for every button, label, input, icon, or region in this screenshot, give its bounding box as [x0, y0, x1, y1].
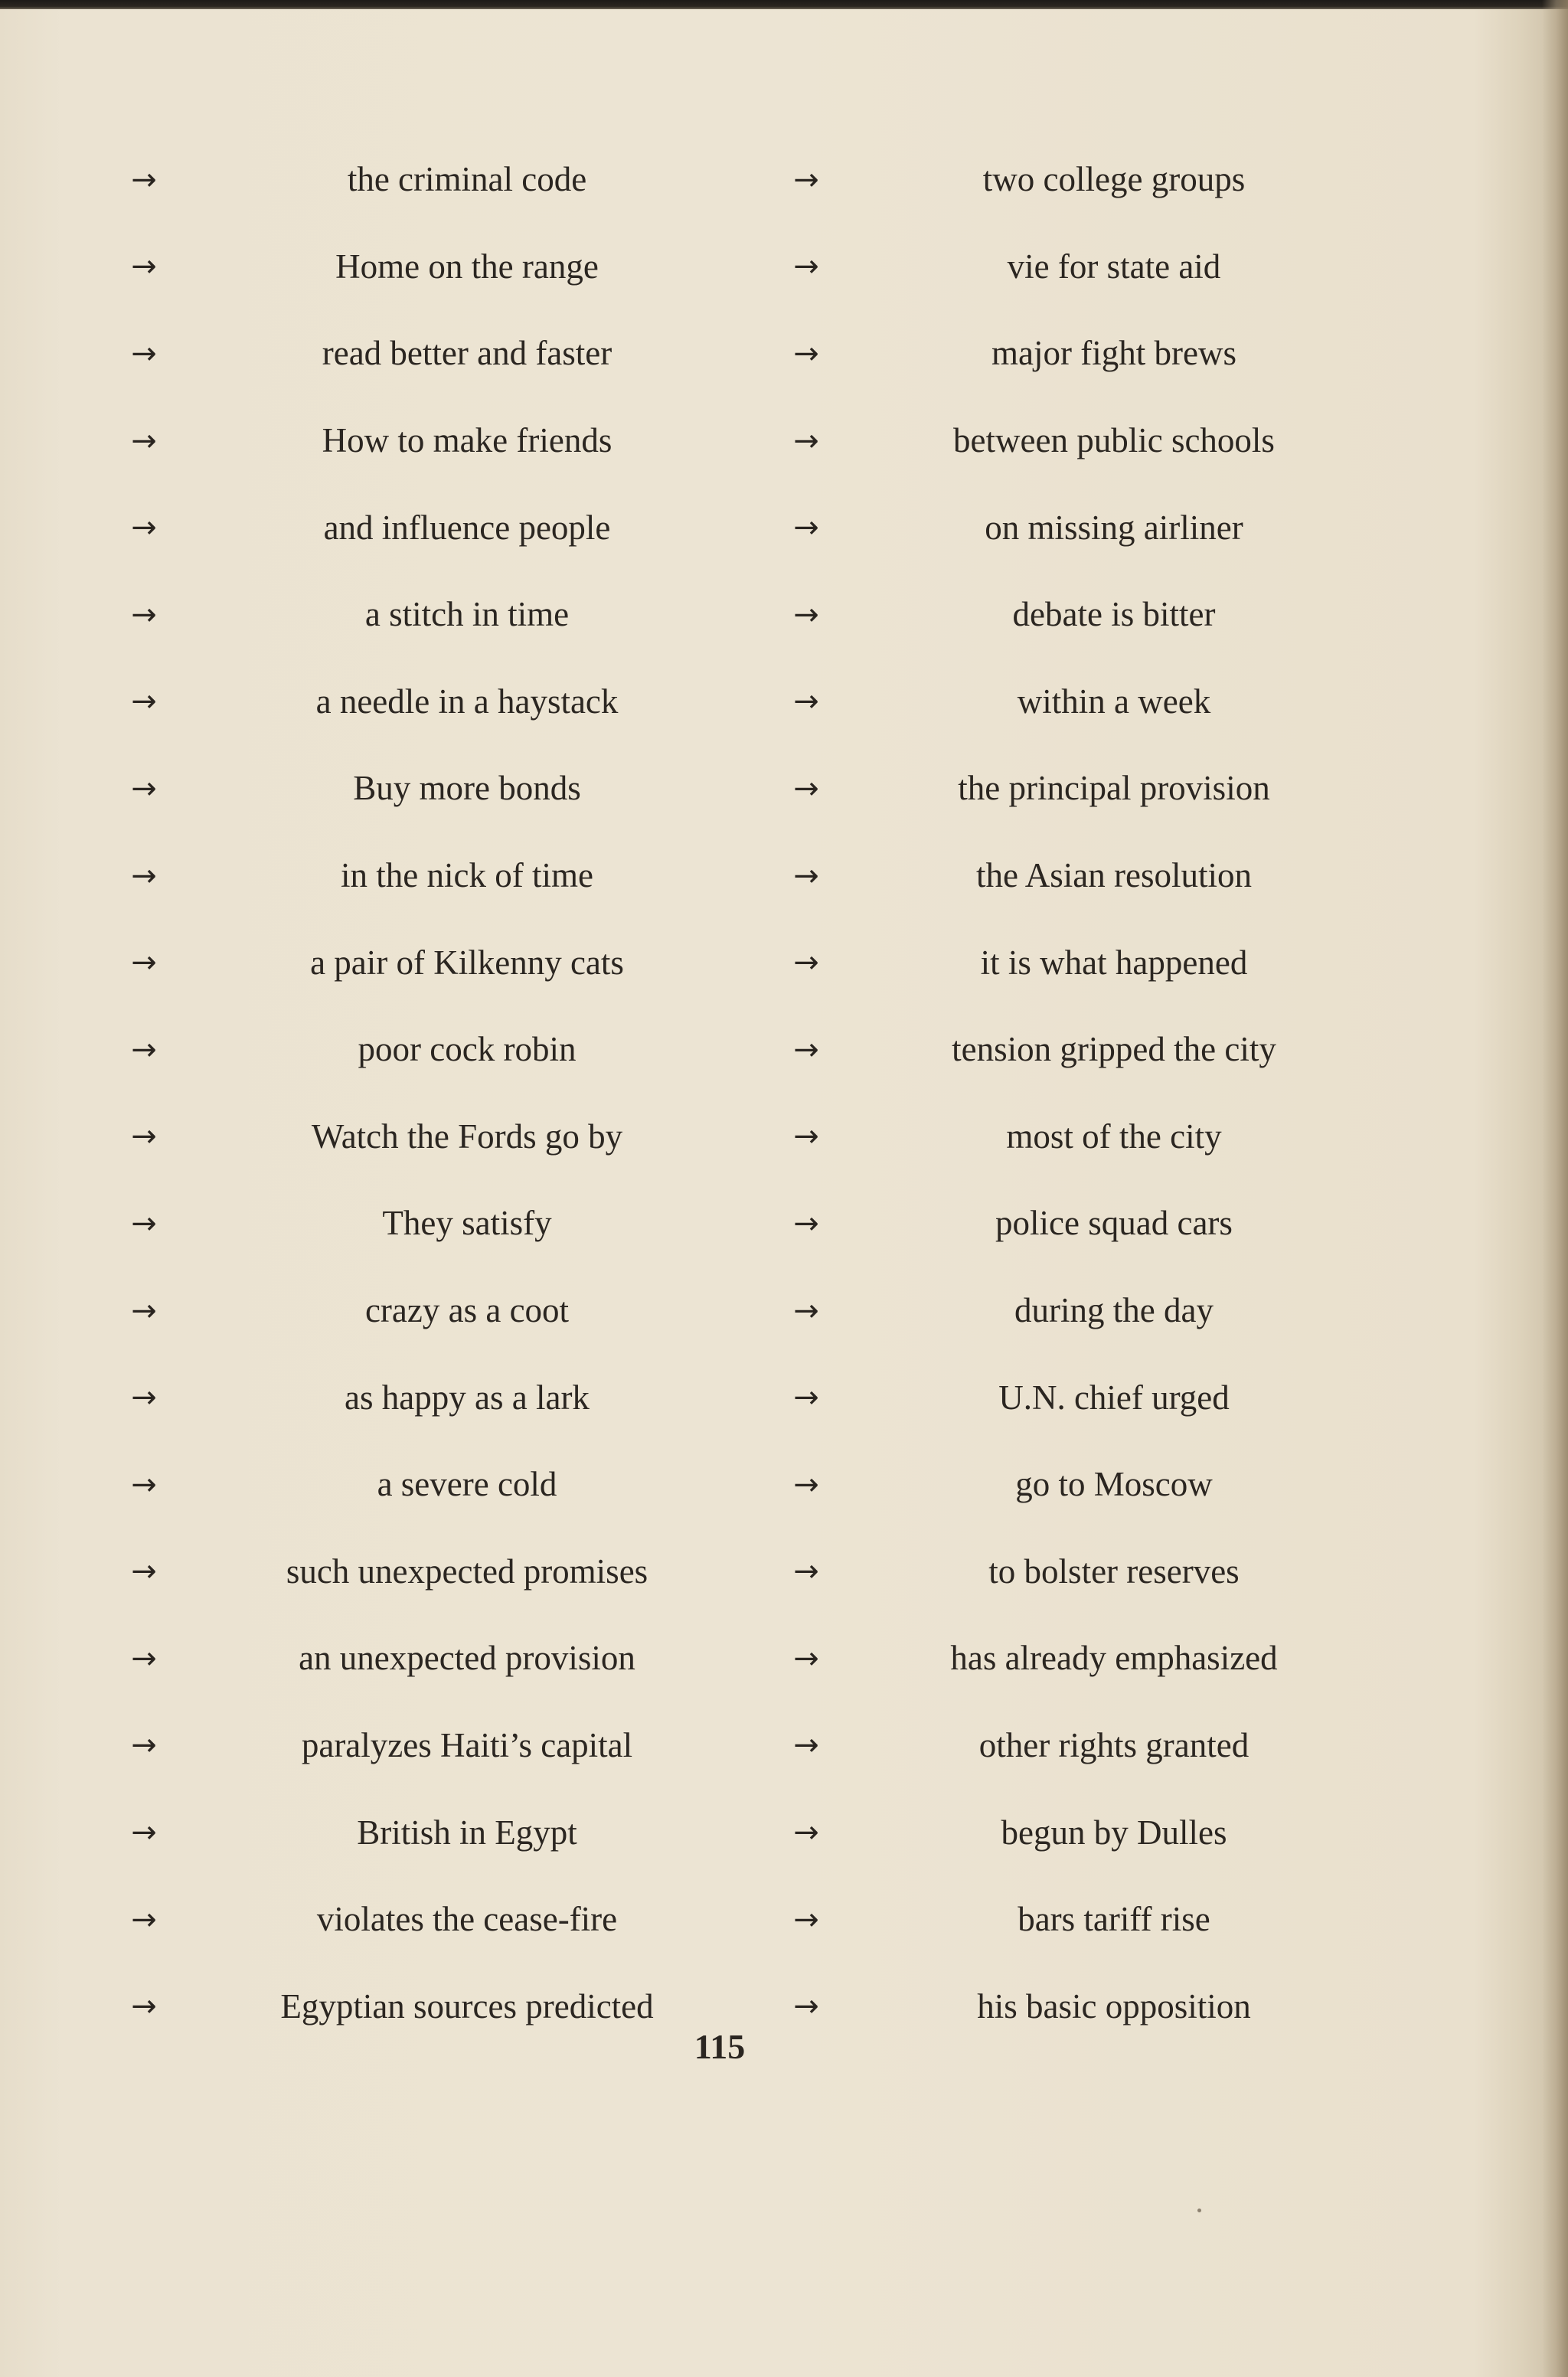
right-phrase-text: tension gripped the city	[952, 1030, 1276, 1069]
left-phrase-text: a needle in a haystack	[315, 682, 619, 721]
arrow-icon: →	[793, 1989, 819, 2025]
left-phrase-row	[122, 484, 781, 571]
arrow-icon: →	[793, 1119, 819, 1155]
left-phrase-row	[122, 1441, 781, 1529]
right-phrase-text: go to Moscow	[1015, 1465, 1213, 1504]
right-phrase-text: most of the city	[1006, 1117, 1222, 1156]
right-phrase-row	[785, 659, 1443, 746]
arrow-icon: →	[131, 1119, 157, 1155]
right-phrase-row	[785, 1615, 1443, 1702]
right-phrase-row	[785, 919, 1443, 1006]
left-phrase-text: in the nick of time	[341, 856, 593, 895]
arrow-icon: →	[793, 335, 819, 371]
arrow-icon: →	[131, 1901, 157, 1937]
arrow-icon: →	[793, 1901, 819, 1937]
left-phrase-text: the criminal code	[347, 160, 587, 199]
right-phrase-row	[785, 1963, 1443, 2050]
arrow-icon: →	[131, 1815, 157, 1851]
left-phrase-row	[122, 1702, 781, 1790]
arrow-icon: →	[131, 684, 157, 720]
left-phrase-row	[122, 659, 781, 746]
arrow-icon: →	[793, 684, 819, 720]
left-phrase-row	[122, 1789, 781, 1876]
arrow-icon: →	[131, 1728, 157, 1764]
right-phrase-row	[785, 1529, 1443, 1616]
right-phrase-text: major fight brews	[991, 334, 1236, 373]
left-phrase-row	[122, 1267, 781, 1355]
left-phrase-row	[122, 919, 781, 1006]
right-phrase-text: to bolster reserves	[988, 1551, 1240, 1591]
left-phrase-text: and influence people	[323, 508, 611, 547]
arrow-icon: →	[793, 1032, 819, 1068]
right-phrase-text: other rights granted	[978, 1725, 1250, 1764]
arrow-icon: →	[793, 423, 819, 459]
left-phrase-text: an unexpected provision	[299, 1639, 635, 1678]
arrow-icon: →	[131, 1032, 157, 1068]
left-phrase-text: poor cock robin	[358, 1030, 577, 1069]
right-phrase-row	[785, 571, 1443, 659]
left-phrase-row	[122, 310, 781, 397]
right-phrase-row	[785, 1702, 1443, 1790]
left-phrase-row	[122, 136, 781, 224]
arrow-icon: →	[793, 945, 819, 981]
right-phrase-row	[785, 745, 1443, 832]
paper-speck	[1197, 2209, 1201, 2212]
left-phrase-text: Home on the range	[335, 247, 599, 286]
left-phrase-text: as happy as a lark	[345, 1378, 590, 1417]
arrow-icon: →	[131, 1205, 157, 1241]
right-phrase-row	[785, 1876, 1443, 1963]
arrow-icon: →	[131, 1380, 157, 1416]
arrow-icon: →	[131, 249, 157, 285]
arrow-icon: →	[131, 162, 157, 198]
left-phrase-row	[122, 1094, 781, 1181]
left-phrase-row	[122, 1529, 781, 1616]
right-phrase-text: the principal provision	[958, 769, 1270, 808]
left-phrase-text: read better and faster	[322, 334, 612, 373]
left-phrase-text: paralyzes Haiti’s capital	[301, 1725, 633, 1764]
arrow-icon: →	[131, 858, 157, 894]
left-phrase-row	[122, 1876, 781, 1963]
right-phrase-row	[785, 1789, 1443, 1876]
right-phrase-row	[785, 136, 1443, 224]
right-phrase-text: on missing airliner	[985, 508, 1243, 547]
right-phrase-row	[785, 1006, 1443, 1094]
left-phrase-row	[122, 571, 781, 659]
arrow-icon: →	[131, 423, 157, 459]
right-phrase-text: begun by Dulles	[1001, 1813, 1227, 1852]
arrow-icon: →	[793, 597, 819, 633]
left-phrase-text: crazy as a coot	[364, 1291, 570, 1330]
left-phrase-row	[122, 745, 781, 832]
left-phrase-row	[122, 1006, 781, 1094]
left-phrase-row	[122, 832, 781, 920]
arrow-icon: →	[793, 162, 819, 198]
left-phrase-text: Buy more bonds	[353, 769, 581, 808]
arrow-icon: →	[793, 1293, 819, 1329]
left-phrase-text: Egyptian sources predicted	[280, 1986, 654, 2026]
left-phrase-row	[122, 1615, 781, 1702]
page-spine-shadow	[1542, 0, 1568, 2377]
right-phrase-row	[785, 1180, 1443, 1267]
arrow-icon: →	[793, 1380, 819, 1416]
arrow-icon: →	[793, 1466, 819, 1502]
right-phrase-text: vie for state aid	[1007, 247, 1221, 286]
right-phrase-text: it is what happened	[980, 943, 1248, 982]
right-phrase-row	[785, 397, 1443, 485]
left-phrase-text: such unexpected promises	[286, 1551, 648, 1591]
arrow-icon: →	[131, 1989, 157, 2025]
right-phrase-row	[785, 832, 1443, 920]
right-phrase-row	[785, 484, 1443, 571]
arrow-icon: →	[793, 770, 819, 806]
left-phrase-text: How to make friends	[322, 421, 612, 460]
left-phrase-row	[122, 397, 781, 485]
left-phrase-text: British in Egypt	[357, 1813, 577, 1852]
page-number: 115	[694, 2027, 746, 2066]
right-phrase-row	[785, 1354, 1443, 1441]
left-phrase-row	[122, 1354, 781, 1441]
right-phrase-text: two college groups	[982, 160, 1246, 199]
right-phrase-text: debate is bitter	[1012, 595, 1216, 634]
left-phrase-text: a pair of Kilkenny cats	[310, 943, 624, 982]
right-phrase-text: during the day	[1014, 1291, 1214, 1330]
right-phrase-text: between public schools	[953, 421, 1275, 460]
right-phrase-row	[785, 1094, 1443, 1181]
right-phrase-text: his basic opposition	[977, 1986, 1251, 2026]
arrow-icon: →	[793, 1640, 819, 1676]
arrow-icon: →	[131, 945, 157, 981]
arrow-icon: →	[793, 1554, 819, 1590]
arrow-icon: →	[131, 597, 157, 633]
right-phrase-text: police squad cars	[995, 1204, 1233, 1243]
right-phrase-text: bars tariff rise	[1018, 1900, 1210, 1939]
right-phrase-row	[785, 224, 1443, 311]
scan-top-edge	[0, 0, 1568, 9]
arrow-icon: →	[793, 858, 819, 894]
right-phrase-column	[785, 136, 1443, 2050]
right-phrase-text: has already emphasized	[950, 1639, 1278, 1678]
right-phrase-row	[785, 310, 1443, 397]
right-phrase-text: U.N. chief urged	[998, 1378, 1230, 1417]
arrow-icon: →	[131, 1293, 157, 1329]
left-phrase-column	[122, 136, 781, 2050]
arrow-icon: →	[131, 510, 157, 546]
left-phrase-text: They satisfy	[382, 1204, 552, 1243]
right-phrase-text: within a week	[1017, 682, 1211, 721]
arrow-icon: →	[793, 1728, 819, 1764]
right-phrase-text: the Asian resolution	[976, 856, 1252, 895]
left-phrase-text: a severe cold	[377, 1465, 557, 1504]
arrow-icon: →	[793, 510, 819, 546]
left-phrase-text: Watch the Fords go by	[311, 1117, 623, 1156]
left-phrase-row	[122, 224, 781, 311]
left-phrase-text: violates the cease-fire	[316, 1900, 618, 1939]
arrow-icon: →	[131, 1466, 157, 1502]
arrow-icon: →	[131, 1554, 157, 1590]
arrow-icon: →	[131, 1640, 157, 1676]
arrow-icon: →	[793, 1205, 819, 1241]
left-phrase-text: a stitch in time	[364, 595, 570, 634]
arrow-icon: →	[793, 249, 819, 285]
right-phrase-row	[785, 1267, 1443, 1355]
right-phrase-row	[785, 1441, 1443, 1529]
arrow-icon: →	[793, 1815, 819, 1851]
arrow-icon: →	[131, 335, 157, 371]
arrow-icon: →	[131, 770, 157, 806]
left-phrase-row	[122, 1180, 781, 1267]
